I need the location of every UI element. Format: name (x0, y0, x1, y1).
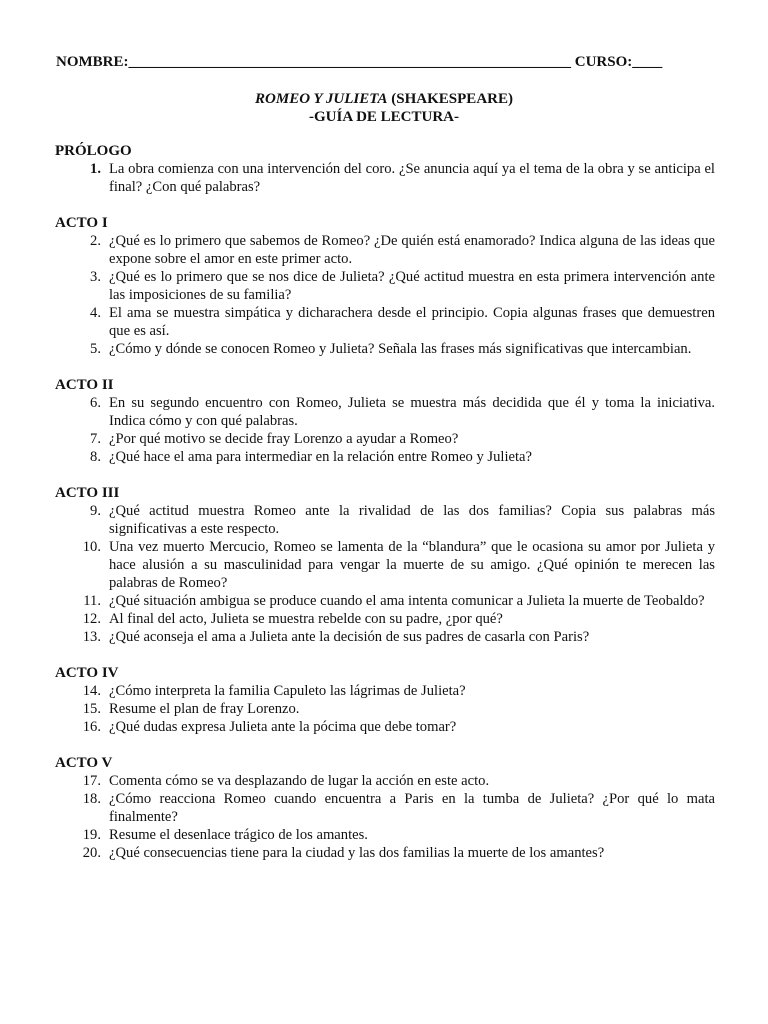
question-text: Resume el desenlace trágico de los amantes. (109, 827, 368, 843)
question-text: ¿Cómo reacciona Romeo cuando encuentra a Paris en la tumba de Julieta? ¿Por qué lo mata finalmente? (109, 791, 715, 825)
question-number: 13. (82, 629, 101, 645)
question-text: ¿Qué hace el ama para intermediar en la relación entre Romeo y Julieta? (109, 449, 533, 465)
question-number: 19. (82, 827, 101, 843)
section-title: ACTO V (55, 755, 113, 771)
question-number: 11. (83, 593, 101, 609)
nombre-line: ___________________________________________________________ (128, 54, 571, 70)
question-text: ¿Qué consecuencias tiene para la ciudad y las dos familias la muerte de los amantes? (109, 845, 605, 861)
question-text: ¿Qué es lo primero que sabemos de Romeo? ¿De quién está enamorado? Indica alguna de las ideas que expone sobre el amor en este primer acto. (109, 233, 715, 267)
question-text: Una vez muerto Mercucio, Romeo se lamenta de la “blandura” que le ocasiona su amor por Julieta y hace alusión a su masculinidad para vengar la muerte de su amigo. ¿Qué opinión te merecen las palabras de Romeo? (109, 539, 715, 591)
work-title: ROMEO Y JULIETA (255, 91, 388, 107)
question-text: ¿Qué actitud muestra Romeo ante la rivalidad de las dos familias? Copia sus palabras más significativas a este respecto. (109, 503, 715, 537)
question-number: 18. (82, 791, 101, 807)
question-number: 12. (82, 611, 101, 627)
question-item (55, 772, 715, 790)
question-number: 5. (90, 341, 101, 357)
question-item (55, 790, 715, 826)
title-line (0, 90, 768, 108)
subtitle: -GUÍA DE LECTURA- (308, 109, 459, 125)
section-title: ACTO III (55, 485, 120, 501)
question-item (55, 304, 715, 340)
question-item (55, 628, 715, 646)
section (55, 214, 715, 358)
question-item (55, 160, 715, 196)
student-header (56, 54, 716, 71)
question-number: 1. (90, 161, 101, 177)
question-text: ¿Qué situación ambigua se produce cuando el ama intenta comunicar a Julieta la muerte de Teobaldo? (109, 593, 705, 609)
question-item (55, 268, 715, 304)
question-text: Comenta cómo se va desplazando de lugar la acción en este acto. (109, 773, 490, 789)
question-sections (55, 142, 715, 880)
question-text: El ama se muestra simpática y dicharachera desde el principio. Copia algunas frases que demuestren que es así. (109, 305, 715, 339)
question-number: 16. (82, 719, 101, 735)
question-item (55, 232, 715, 268)
question-text: ¿Qué dudas expresa Julieta ante la pócima que debe tomar? (109, 719, 457, 735)
question-item (55, 610, 715, 628)
question-text: En su segundo encuentro con Romeo, Julieta se muestra más decidida que él y toma la iniciativa. Indica cómo y con qué palabras. (109, 395, 715, 429)
question-item (55, 502, 715, 538)
question-item (55, 430, 715, 448)
section (55, 754, 715, 862)
section-title: ACTO IV (55, 665, 119, 681)
question-text: La obra comienza con una intervención del coro. ¿Se anuncia aquí ya el tema de la obra y se anticipa el final? ¿Con qué palabras? (109, 161, 715, 195)
author: (SHAKESPEARE) (391, 91, 513, 107)
question-item (55, 538, 715, 592)
question-text: ¿Qué es lo primero que se nos dice de Julieta? ¿Qué actitud muestra en esta primera intervención ante las imposiciones de su familia? (109, 269, 715, 303)
question-text: ¿Qué aconseja el ama a Julieta ante la decisión de sus padres de casarla con Paris? (109, 629, 590, 645)
question-item (55, 844, 715, 862)
section-title: PRÓLOGO (55, 143, 132, 159)
question-text: ¿Por qué motivo se decide fray Lorenzo a ayudar a Romeo? (109, 431, 459, 447)
question-number: 20. (82, 845, 101, 861)
section-title: ACTO I (55, 215, 108, 231)
question-item (55, 718, 715, 736)
question-item (55, 340, 715, 358)
curso-line: ____ (632, 54, 663, 70)
question-item (55, 592, 715, 610)
question-number: 9. (90, 503, 101, 519)
section (55, 484, 715, 646)
question-number: 17. (82, 773, 101, 789)
question-text: ¿Cómo interpreta la familia Capuleto las lágrimas de Julieta? (109, 683, 466, 699)
nombre-label: NOMBRE: (56, 54, 129, 70)
question-text: ¿Cómo y dónde se conocen Romeo y Julieta? Señala las frases más significativas que intercambian. (109, 341, 692, 357)
question-item (55, 448, 715, 466)
question-item (55, 700, 715, 718)
question-number: 6. (90, 395, 101, 411)
question-number: 4. (90, 305, 101, 321)
section (55, 376, 715, 466)
question-number: 10. (82, 539, 101, 555)
section (55, 142, 715, 196)
section (55, 664, 715, 736)
question-item (55, 394, 715, 430)
curso-label: CURSO: (574, 54, 633, 70)
question-number: 8. (90, 449, 101, 465)
question-number: 7. (90, 431, 101, 447)
question-number: 3. (90, 269, 101, 285)
question-item (55, 826, 715, 844)
question-number: 2. (90, 233, 101, 249)
question-item (55, 682, 715, 700)
question-text: Resume el plan de fray Lorenzo. (109, 701, 300, 717)
section-title: ACTO II (55, 377, 114, 393)
question-number: 14. (82, 683, 101, 699)
question-number: 15. (82, 701, 101, 717)
question-text: Al final del acto, Julieta se muestra rebelde con su padre, ¿por qué? (109, 611, 503, 627)
document-title (0, 90, 768, 126)
